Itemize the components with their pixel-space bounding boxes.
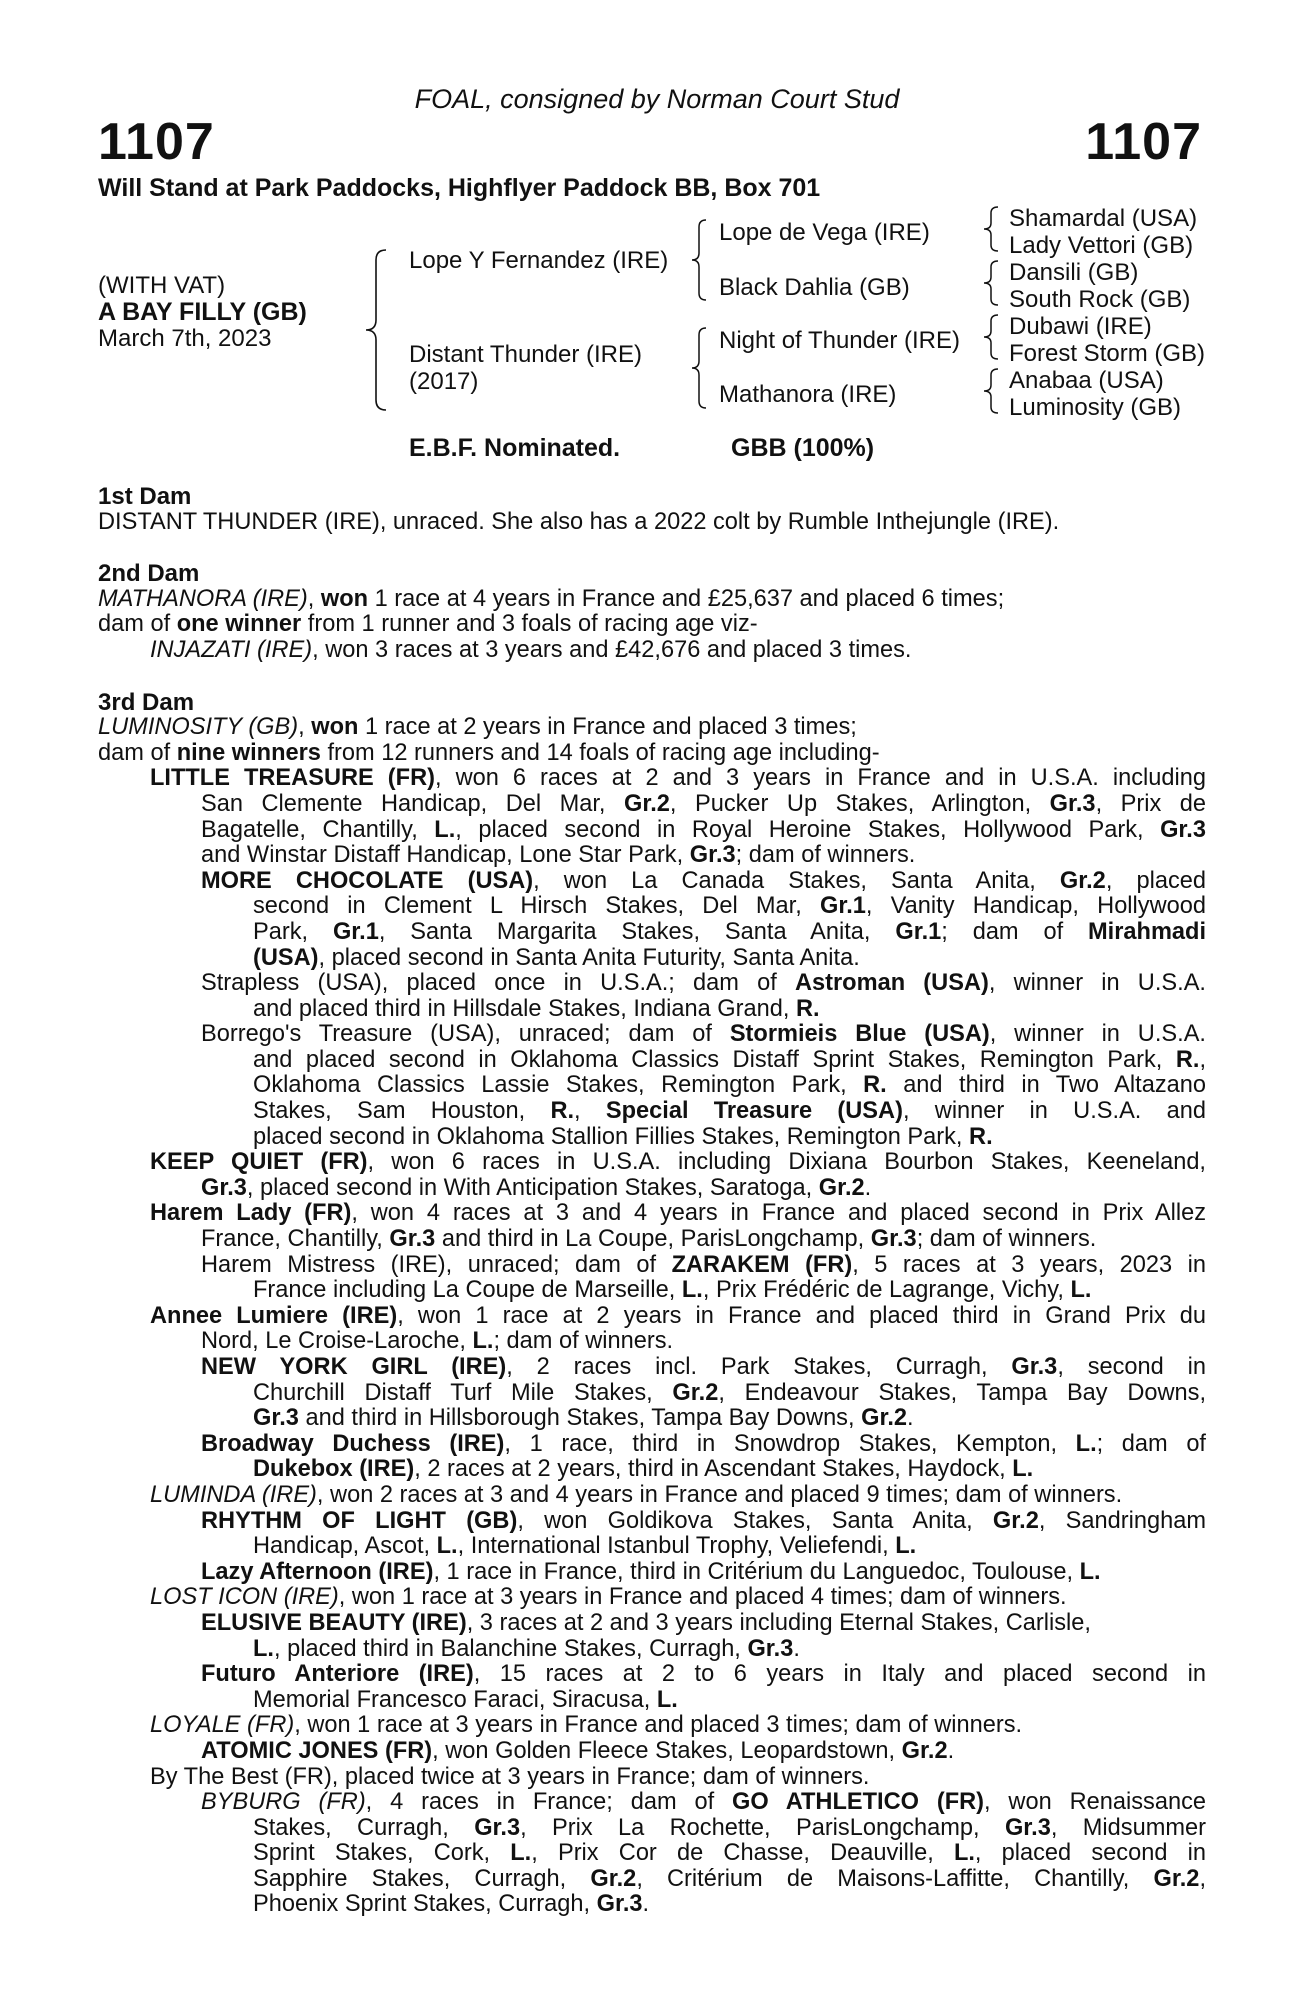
record-line	[98, 843, 1206, 869]
text-run: , Midsummer	[1050, 1814, 1206, 1841]
text-run: , Endeavour Stakes, Tampa Bay Downs,	[718, 1379, 1206, 1406]
bold-text: Gr.3	[1049, 790, 1096, 817]
record-line	[98, 920, 1206, 946]
bold-text: Stormieis Blue (USA)	[729, 1021, 990, 1048]
bold-text: L.	[656, 1686, 678, 1713]
text-run: ,	[298, 714, 312, 741]
italic-text: LUMINDA (IRE)	[150, 1481, 317, 1508]
record-line	[98, 1355, 1206, 1381]
subject-name: A BAY FILLY (GB)	[98, 298, 307, 326]
text-run: , 3 races at 2 and 3 years including Eternal Stakes, Carlisle,	[466, 1609, 1091, 1636]
bold-text: NEW YORK GIRL (IRE)	[201, 1354, 507, 1380]
text-run: dam of	[98, 611, 177, 638]
text-run: , Santa Margarita Stakes, Santa Anita,	[378, 918, 896, 945]
ds-sire: Dubawi (IRE)	[1009, 313, 1152, 340]
bold-text: Annee Lumiere (IRE)	[150, 1302, 398, 1329]
text-run: , winner in U.S.A.	[989, 1021, 1206, 1048]
text-run: Oklahoma Classics Lassie Stakes, Remington Park,	[253, 1072, 864, 1099]
bold-text: Broadway Duchess (IRE)	[201, 1430, 505, 1457]
text-run: , second in	[1057, 1354, 1206, 1380]
bold-text: Dukebox (IRE)	[253, 1456, 415, 1483]
record-line	[98, 1253, 1206, 1279]
gbb-status: GBB (100%)	[731, 434, 875, 462]
dd-sire: Anabaa (USA)	[1009, 367, 1164, 394]
text-run: Borrego's Treasure (USA), unraced; dam of	[201, 1021, 730, 1048]
bold-text: L.	[253, 1635, 274, 1662]
lot-number-right: 1107	[1085, 113, 1202, 171]
bold-text: Gr.3	[870, 1226, 917, 1253]
dam-sire: Night of Thunder (IRE)	[719, 327, 960, 354]
text-run: , won 3 races at 3 years and £42,676 and placed 3 times.	[312, 636, 912, 663]
record-line	[98, 1176, 1206, 1202]
text-run: placed second in Oklahoma Stallion Fillies Stakes, Remington Park,	[253, 1123, 970, 1150]
record-line	[98, 1457, 1206, 1483]
bold-text: L.	[510, 1840, 532, 1867]
text-run: .	[642, 1891, 650, 1918]
record-line	[98, 1125, 1206, 1151]
text-run: , Prix de	[1095, 790, 1206, 817]
bold-text: Astroman (USA)	[794, 970, 989, 997]
text-run: and third in Hillsborough Stakes, Tampa Bay Downs,	[298, 1405, 862, 1432]
text-run: Nord, Le Croise-Laroche,	[201, 1328, 473, 1355]
text-run: ; dam of	[941, 918, 1089, 945]
bold-text: Mirahmadi	[1088, 918, 1207, 945]
bold-text: RHYTHM OF LIGHT (GB)	[201, 1507, 518, 1534]
bold-text: Gr.3	[689, 842, 736, 869]
bold-text: LITTLE TREASURE (FR)	[150, 765, 435, 792]
bold-text: Gr.2	[590, 1865, 637, 1892]
record-line	[98, 1585, 1206, 1611]
bold-text: ELUSIVE BEAUTY (IRE)	[201, 1609, 467, 1636]
sire-dam: Black Dahlia (GB)	[719, 274, 910, 301]
record-line	[98, 1483, 1206, 1509]
record-line	[98, 818, 1206, 844]
brace-subject	[364, 248, 390, 412]
text-run: , Pucker Up Stakes, Arlington,	[669, 790, 1050, 817]
text-run: .	[864, 1174, 872, 1201]
record-line	[98, 1150, 1206, 1176]
text-run: , placed second in Royal Heroine Stakes, Hollywood Park,	[455, 816, 1161, 843]
sire-name: Lope Y Fernandez (IRE)	[409, 247, 669, 274]
text-run: , placed third in Balanchine Stakes, Curragh,	[273, 1635, 748, 1662]
text-run: .	[793, 1635, 800, 1662]
bold-text: Gr.2	[1059, 867, 1106, 894]
text-run: Harem Mistress (IRE), unraced; dam of	[201, 1251, 672, 1278]
text-run: and placed second in Oklahoma Classics Distaff Sprint Stakes, Remington Park,	[253, 1046, 1176, 1073]
record-line	[98, 1637, 1206, 1663]
record-line	[98, 612, 1206, 638]
record-line	[98, 1406, 1206, 1432]
bold-text: won	[320, 585, 369, 612]
text-run: , 1 race in France, third in Critérium du Languedoc, Toulouse,	[433, 1558, 1080, 1585]
bold-text: Gr.2	[818, 1174, 865, 1201]
bold-text: Futuro Anteriore (IRE)	[201, 1661, 474, 1688]
bold-text: Gr.1	[820, 893, 866, 920]
bold-text: L.	[1079, 1558, 1101, 1585]
brace-dd	[982, 367, 1000, 415]
bold-text: L.	[953, 1840, 975, 1867]
ebf-nominated: E.B.F. Nominated.	[409, 434, 621, 462]
record-line	[98, 869, 1206, 895]
text-run: Phoenix Sprint Stakes, Curragh,	[253, 1891, 597, 1918]
text-run: Stakes, Curragh,	[253, 1814, 475, 1841]
text-run: and third in Two Altazano	[886, 1072, 1206, 1099]
text-run: , 4 races in France; dam of	[365, 1789, 733, 1816]
record-line	[98, 1892, 1206, 1918]
text-run: 1 race at 2 years in France and placed 3 times;	[358, 714, 857, 741]
text-run: from 12 runners and 14 foals of racing age including-	[320, 739, 880, 766]
brace-ss	[982, 205, 1000, 253]
text-run: , 1 race, third in Snowdrop Stakes, Kempton,	[504, 1430, 1076, 1457]
text-run: , won 1 race at 2 years in France and placed third in Grand Prix du	[397, 1302, 1207, 1329]
bold-text: Harem Lady (FR)	[150, 1200, 352, 1227]
text-run: .	[907, 1405, 914, 1432]
record-line	[98, 1611, 1206, 1637]
text-run: , won 1 race at 3 years in France and placed 3 times; dam of winners.	[294, 1712, 1023, 1739]
text-run: , won 1 race at 3 years in France and placed 4 times; dam of winners.	[338, 1584, 1067, 1611]
record-line	[98, 1304, 1206, 1330]
text-run: Memorial Francesco Faraci, Siracusa,	[253, 1686, 657, 1713]
text-run: , Prix La Rochette, ParisLongchamp,	[520, 1814, 1005, 1841]
text-run: ,	[574, 1098, 606, 1125]
bold-text: L.	[1070, 1277, 1092, 1304]
stabling-line: Will Stand at Park Paddocks, Highflyer Paddock BB, Box 701	[98, 174, 821, 202]
bold-text: KEEP QUIET (FR)	[150, 1149, 368, 1176]
text-run: Churchill Distaff Turf Mile Stakes,	[253, 1379, 673, 1406]
italic-text: LOST ICON (IRE)	[150, 1584, 339, 1611]
text-run: , won La Canada Stakes, Santa Anita,	[533, 867, 1060, 894]
record-line	[98, 715, 1206, 741]
bold-text: Gr.1	[332, 918, 379, 945]
text-run: , placed second in Santa Anita Futurity, Santa Anita.	[318, 944, 860, 971]
record-line	[98, 971, 1206, 997]
bold-text: Gr.3	[1160, 816, 1206, 843]
bold-text: Gr.3	[474, 1814, 521, 1841]
bold-text: Gr.3	[596, 1891, 643, 1918]
text-run: second in Clement L Hirsch Stakes, Del Mar,	[253, 893, 820, 920]
text-run: , winner in U.S.A.	[988, 970, 1206, 997]
bold-text: R.	[550, 1098, 575, 1125]
text-run: ,	[307, 585, 321, 612]
brace-ds	[982, 313, 1000, 361]
bold-text: Gr.3	[201, 1174, 247, 1201]
dam-year: (2017)	[409, 368, 479, 395]
text-run: , won 6 races at 2 and 3 years in France and in U.S.A. including	[434, 765, 1206, 792]
italic-text: MATHANORA (IRE)	[98, 585, 308, 612]
record-line	[98, 1790, 1206, 1816]
bold-text: R.	[863, 1072, 887, 1099]
text-run: ; dam of	[1096, 1430, 1206, 1457]
text-run: from 1 runner and 3 foals of racing age viz-	[301, 611, 758, 638]
text-run: , won Renaissance	[984, 1789, 1206, 1816]
record-line	[98, 1713, 1206, 1739]
text-run: , won Goldikova Stakes, Santa Anita,	[517, 1507, 993, 1534]
bold-text: L.	[1012, 1456, 1034, 1483]
bold-text: (USA)	[253, 944, 319, 971]
record-line	[98, 1739, 1206, 1765]
text-run: ; dam of winners.	[735, 842, 916, 869]
consignor-line: FOAL, consigned by Norman Court Stud	[414, 84, 900, 114]
text-run: , Vanity Handicap, Hollywood	[865, 893, 1206, 920]
record-line	[98, 1022, 1206, 1048]
bold-text: ZARAKEM (FR)	[671, 1251, 853, 1278]
dam-heading: 2nd Dam	[98, 560, 200, 588]
bold-text: Gr.3	[253, 1405, 299, 1432]
dam-name: Distant Thunder (IRE)	[409, 341, 642, 368]
text-run: , won 4 races at 3 and 4 years in France and placed second in Prix Allez	[351, 1200, 1206, 1227]
record-line	[98, 1560, 1206, 1586]
record-line	[98, 1509, 1206, 1535]
bold-text: won	[311, 714, 359, 741]
text-run: Sapphire Stakes, Curragh,	[253, 1865, 591, 1892]
subject-dob: March 7th, 2023	[98, 325, 272, 352]
record-line	[98, 638, 1206, 664]
record-line	[98, 997, 1206, 1023]
record-line	[98, 510, 1206, 536]
bold-text: L.	[472, 1328, 494, 1355]
record-line	[98, 1073, 1206, 1099]
text-run: , placed second in With Anticipation Stakes, Saratoga,	[246, 1174, 819, 1201]
text-run: , 2 races at 2 years, third in Ascendant Stakes, Haydock,	[414, 1456, 1013, 1483]
text-run: Park,	[253, 918, 333, 945]
section-gap	[98, 664, 1206, 690]
produce-record	[98, 484, 1206, 1918]
bold-text: Gr.2	[992, 1507, 1039, 1534]
bold-text: ATOMIC JONES (FR)	[201, 1737, 433, 1764]
record-line	[98, 766, 1206, 792]
vat-note: (WITH VAT)	[98, 272, 226, 299]
bold-text: Gr.3	[1011, 1354, 1058, 1380]
bold-text: Lazy Afternoon (IRE)	[201, 1558, 434, 1585]
italic-text: BYBURG (FR)	[201, 1789, 366, 1816]
bold-text: MORE CHOCOLATE (USA)	[201, 867, 534, 894]
text-run: , 15 races at 2 to 6 years in Italy and placed second in	[473, 1661, 1206, 1688]
dam-heading: 3rd Dam	[98, 688, 195, 716]
dd-dam: Luminosity (GB)	[1009, 394, 1182, 421]
text-run: Bagatelle, Chantilly,	[201, 816, 435, 843]
text-run: ,	[1199, 1865, 1206, 1892]
italic-text: INJAZATI (IRE)	[150, 636, 313, 663]
bold-text: Gr.1	[895, 918, 942, 945]
bold-text: Gr.2	[672, 1379, 719, 1406]
text-run: .	[947, 1737, 955, 1764]
text-run: Strapless (USA), placed once in U.S.A.; dam of	[201, 970, 795, 997]
bold-text: GO ATHLETICO (FR)	[732, 1789, 985, 1816]
text-run: , 2 races incl. Park Stakes, Curragh,	[506, 1354, 1012, 1380]
record-line	[98, 1381, 1206, 1407]
text-run: DISTANT THUNDER (IRE), unraced. She also has a 2022 colt by Rumble Inthejungle (IRE).	[98, 508, 1060, 535]
text-run: San Clemente Handicap, Del Mar,	[201, 790, 624, 817]
record-line	[98, 587, 1206, 613]
sd-sire: Dansili (GB)	[1009, 259, 1139, 286]
bold-text: Special Treasure (USA)	[605, 1098, 903, 1125]
record-line	[98, 1841, 1206, 1867]
record-line	[98, 1227, 1206, 1253]
text-run: and Winstar Distaff Handicap, Lone Star Park,	[201, 842, 690, 869]
brace-sd	[982, 259, 1000, 307]
record-line	[98, 1329, 1206, 1355]
ss-sire: Shamardal (USA)	[1009, 205, 1198, 232]
text-run: ; dam of winners.	[916, 1226, 1097, 1253]
brace-dam	[690, 326, 708, 410]
brace-sire	[690, 218, 708, 302]
text-run: France including La Coupe de Marseille,	[253, 1277, 682, 1304]
bold-text: L.	[1075, 1430, 1097, 1457]
bold-text: L.	[434, 816, 456, 843]
bold-text: Gr.2	[624, 790, 670, 817]
text-run: France, Chantilly,	[201, 1226, 390, 1253]
record-line	[98, 1432, 1206, 1458]
record-line	[98, 1765, 1206, 1791]
record-line	[98, 1099, 1206, 1125]
bold-text: Gr.3	[389, 1226, 436, 1253]
text-run: , placed second in	[974, 1840, 1206, 1867]
record-line	[98, 1534, 1206, 1560]
sire-sire: Lope de Vega (IRE)	[719, 219, 930, 246]
text-run: ,	[1199, 1046, 1206, 1073]
bold-text: L.	[681, 1277, 703, 1304]
record-line	[98, 741, 1206, 767]
dam-dam: Mathanora (IRE)	[719, 381, 897, 408]
text-run: , Prix Cor de Chasse, Deauville,	[531, 1840, 954, 1867]
text-run: , placed	[1105, 867, 1206, 894]
bold-text: R.	[1175, 1046, 1200, 1073]
bold-text: Gr.2	[1153, 1865, 1200, 1892]
text-run: , winner in U.S.A. and	[902, 1098, 1206, 1125]
sd-dam: South Rock (GB)	[1009, 286, 1191, 313]
record-line	[98, 1662, 1206, 1688]
text-run: , won 2 races at 3 and 4 years in France and placed 9 times; dam of winners.	[316, 1481, 1123, 1508]
text-run: By The Best (FR), placed twice at 3 years in France; dam of winners.	[150, 1763, 870, 1790]
record-line	[98, 894, 1206, 920]
section-gap	[98, 535, 1206, 561]
italic-text: LOYALE (FR)	[150, 1712, 295, 1739]
text-run: 1 race at 4 years in France and £25,637 and placed 6 times;	[368, 585, 1005, 612]
text-run: ; dam of winners.	[493, 1328, 674, 1355]
text-run: , 5 races at 3 years, 2023 in	[852, 1251, 1206, 1278]
bold-text: R.	[969, 1123, 993, 1150]
bold-text: L.	[436, 1533, 458, 1560]
bold-text: nine winners	[176, 739, 321, 766]
text-run: , International Istanbul Trophy, Veliefendi,	[457, 1533, 896, 1560]
record-line	[98, 792, 1206, 818]
ds-dam: Forest Storm (GB)	[1009, 340, 1206, 367]
text-run: Stakes, Sam Houston,	[253, 1098, 551, 1125]
bold-text: Gr.3	[1004, 1814, 1051, 1841]
record-line	[98, 1816, 1206, 1842]
dam-heading: 1st Dam	[98, 483, 192, 510]
text-run: dam of	[98, 739, 177, 766]
record-line	[98, 1201, 1206, 1227]
record-line	[98, 946, 1206, 972]
text-run: and third in La Coupe, ParisLongchamp,	[435, 1226, 871, 1253]
text-run: and placed third in Hillsdale Stakes, Indiana Grand,	[253, 995, 796, 1022]
bold-text: Gr.2	[901, 1737, 948, 1764]
text-run: Handicap, Ascot,	[253, 1533, 437, 1560]
italic-text: LUMINOSITY (GB)	[98, 714, 299, 741]
bold-text: L.	[895, 1533, 917, 1560]
bold-text: R.	[795, 995, 820, 1022]
record-line	[98, 1048, 1206, 1074]
text-run: , Sandringham	[1038, 1507, 1206, 1534]
record-line	[98, 1278, 1206, 1304]
text-run: , won 6 races in U.S.A. including Dixiana Bourbon Stakes, Keeneland,	[367, 1149, 1206, 1176]
text-run: , Critérium de Maisons-Laffitte, Chantilly,	[636, 1865, 1154, 1892]
bold-text: Gr.3	[747, 1635, 794, 1662]
text-run: , Prix Frédéric de Lagrange, Vichy,	[702, 1277, 1071, 1304]
text-run: Sprint Stakes, Cork,	[253, 1840, 511, 1867]
bold-text: Gr.2	[861, 1405, 908, 1432]
record-line	[98, 1688, 1206, 1714]
ss-dam: Lady Vettori (GB)	[1009, 232, 1194, 259]
text-run: , won Golden Fleece Stakes, Leopardstown,	[432, 1737, 902, 1764]
bold-text: one winner	[176, 611, 302, 638]
record-line	[98, 1867, 1206, 1893]
lot-number-left: 1107	[98, 113, 215, 171]
